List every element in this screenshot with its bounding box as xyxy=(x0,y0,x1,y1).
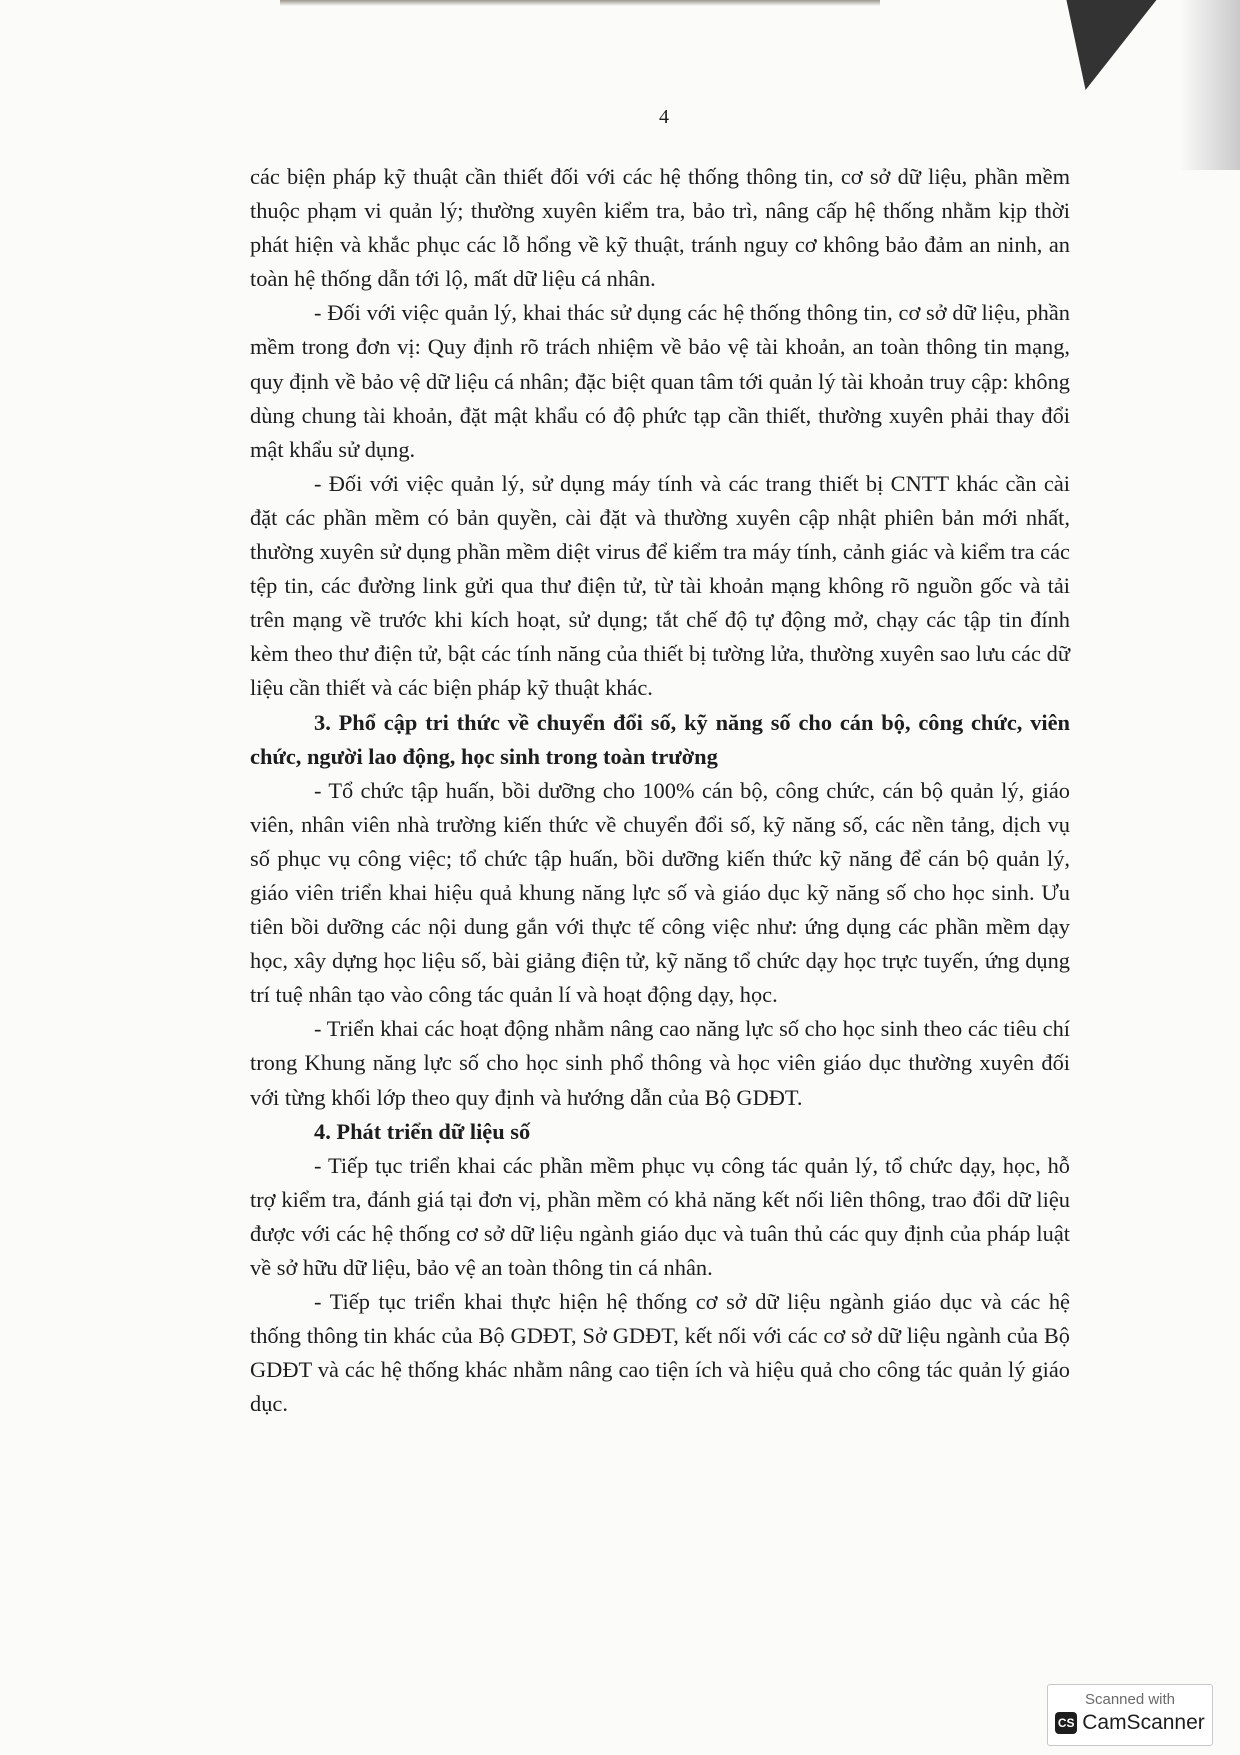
camscanner-badge xyxy=(1047,1684,1213,1746)
paragraph-computer-security: - Đối với việc quản lý, sử dụng máy tính và các trang thiết bị CNTT khác cần cài đặt các phần mềm có bản quyền, cài đặt và thường xuyên cập nhật phiên bản mới nhất, thường xuyên sử dụng phần mềm diệt virus để kiểm tra máy tính, cảnh giác và kiểm tra các tệp tin, các đường link gửi qua thư điện tử, từ tài khoản mạng không rõ nguồn gốc và tải trên mạng về trước khi kích hoạt, sử dụng; tắt chế độ tự động mở, chạy các tập tin đính kèm theo thư điện tử, bật các tính năng của thiết bị tường lửa, thường xuyên sao lưu các dữ liệu cần thiết và các biện pháp kỹ thuật khác. xyxy=(250,470,1070,701)
section-3-paragraph-training: - Tổ chức tập huấn, bồi dưỡng cho 100% cán bộ, công chức, cán bộ quản lý, giáo viên, nhân viên nhà trường kiến thức về chuyển đổi số, kỹ năng số, các nền tảng, dịch vụ số phục vụ công việc; tổ chức tập huấn, bồi dưỡng kiến thức kỹ năng để cán bộ quản lý, giáo viên triển khai hiệu quả khung năng lực số và giáo dục kỹ năng số cho học sinh. Ưu tiên bồi dưỡng các nội dung gắn với thực tế công việc như: ứng dụng các phần mềm dạy học, xây dựng học liệu số, bài giảng điện tử, kỹ năng tổ chức dạy học trực tuyến, ứng dụng trí tuệ nhân tạo vào công tác quản lí và hoạt động dạy, học. xyxy=(250,777,1070,1008)
scan-corner-mark xyxy=(1066,0,1175,90)
scan-edge-right xyxy=(1180,0,1240,170)
page-number: 4 xyxy=(659,106,669,128)
section-4-paragraph-software: - Tiếp tục triển khai các phần mềm phục vụ công tác quản lý, tổ chức dạy, học, hỗ trợ kiểm tra, đánh giá tại đơn vị, phần mềm có khả năng kết nối liên thông, trao đổi dữ liệu được với các hệ thống cơ sở dữ liệu ngành giáo dục và tuân thủ các quy định của pháp luật về sở hữu dữ liệu, bảo vệ an toàn thông tin cá nhân. xyxy=(250,1152,1070,1280)
paragraph-account-management: - Đối với việc quản lý, khai thác sử dụng các hệ thống thông tin, cơ sở dữ liệu, phần mềm trong đơn vị: Quy định rõ trách nhiệm về bảo vệ tài khoản, an toàn thông tin mạng, quy định về bảo vệ dữ liệu cá nhân; đặc biệt quan tâm tới quản lý tài khoản truy cập: không dùng chung tài khoản, đặt mật khẩu có độ phức tạp cần thiết, thường xuyên phải thay đổi mật khẩu sử dụng. xyxy=(250,300,1070,462)
section-4-paragraph-database: - Tiếp tục triển khai thực hiện hệ thống cơ sở dữ liệu ngành giáo dục và các hệ thống thông tin khác của Bộ GDĐT, Sở GDĐT, kết nối với các cơ sở dữ liệu ngành của Bộ GDĐT và các hệ thống khác nhằm nâng cao tiện ích và hiệu quả cho công tác quản lý giáo dục. xyxy=(250,1289,1070,1417)
scan-shadow-top xyxy=(280,0,880,6)
badge-caption: Scanned with xyxy=(1084,1691,1176,1708)
camscanner-logo-icon: CS xyxy=(1055,1712,1077,1734)
section-3-heading: 3. Phổ cập tri thức về chuyển đổi số, kỹ năng số cho cán bộ, công chức, viên chức, người lao động, học sinh trong toàn trường xyxy=(250,709,1070,769)
document-body xyxy=(250,160,1070,1421)
section-4-heading: 4. Phát triển dữ liệu số xyxy=(314,1118,531,1144)
section-3-paragraph-student-digital-skills: - Triển khai các hoạt động nhằm nâng cao năng lực số cho học sinh theo các tiêu chí trong Khung năng lực số cho học sinh phổ thông và học viên giáo dục thường xuyên đối với từng khối lớp theo quy định và hướng dẫn của Bộ GDĐT. xyxy=(250,1016,1070,1110)
badge-brand: CamScanner xyxy=(1082,1711,1205,1734)
badge-brand-row xyxy=(1048,1711,1212,1735)
paragraph-continuation: các biện pháp kỹ thuật cần thiết đối với các hệ thống thông tin, cơ sở dữ liệu, phần mềm thuộc phạm vi quản lý; thường xuyên kiểm tra, bảo trì, nâng cấp hệ thống nhằm kịp thời phát hiện và khắc phục các lỗ hổng về kỹ thuật, tránh nguy cơ không bảo đảm an ninh, an toàn hệ thống dẫn tới lộ, mất dữ liệu cá nhân. xyxy=(250,164,1070,292)
